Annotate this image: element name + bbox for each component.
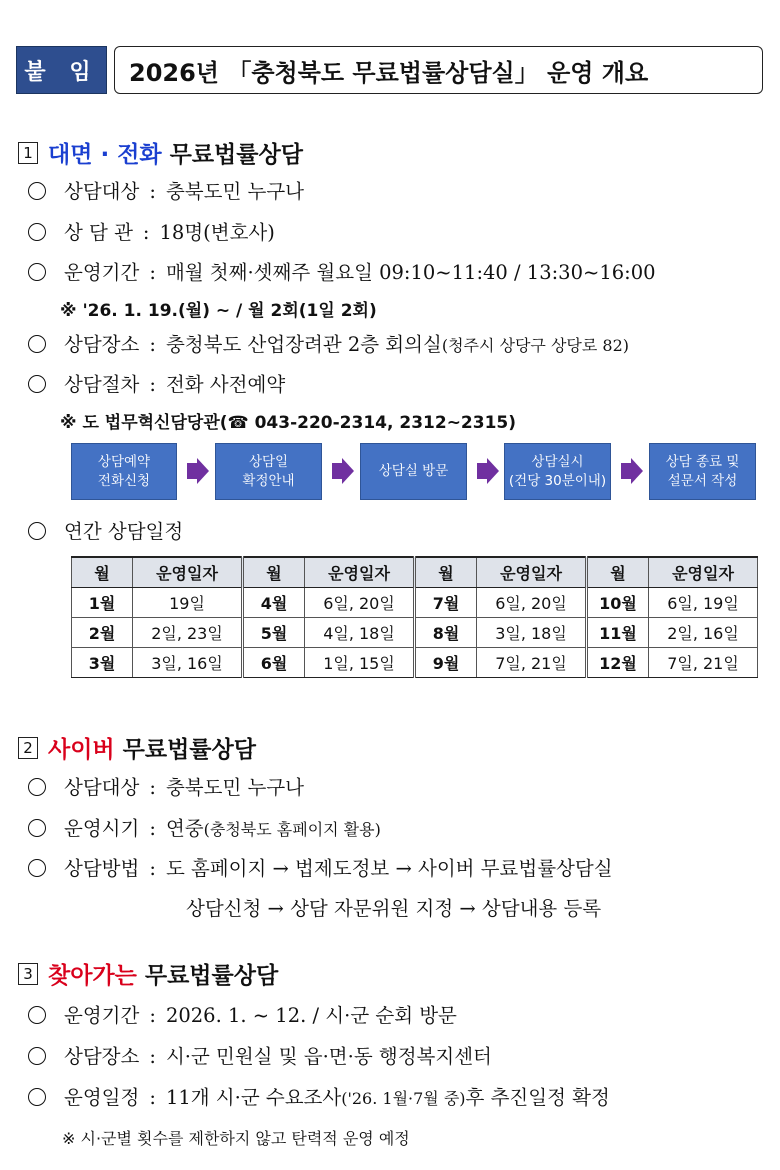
circle-bullet-icon [28,522,46,540]
list-item [28,369,285,397]
section-3-heading [18,957,278,990]
col-header-month: 월 [243,557,305,588]
table-header-row [72,557,758,588]
list-item [28,1041,492,1069]
circle-bullet-icon [28,1088,46,1106]
col-header-month: 월 [587,557,649,588]
item-value: 2026. 1. ~ 12. / 시·군 순회 방문 [165,1004,457,1027]
col-header-month: 월 [72,557,133,588]
days-cell: 2일, 23일 [133,618,243,648]
section-title: 무료법률상담 [169,142,303,168]
section-2-heading [18,731,256,764]
section-title: 무료법률상담 [144,963,279,989]
item-label: 상담대상 [64,776,140,799]
note-flexible: ※ 시·군별 횟수를 제한하지 않고 탄력적 운영 예정 [62,1129,410,1148]
colon: : [149,373,156,396]
colon: : [149,261,156,284]
days-cell: 2일, 16일 [649,618,758,648]
item-value: 시·군 민원실 및 읍·면·동 행정복지센터 [165,1045,492,1068]
circle-bullet-icon [28,819,46,837]
item-label: 상담절차 [64,373,140,396]
days-cell: 3일, 18일 [477,618,587,648]
month-cell: 8월 [415,618,477,648]
item-label: 상담장소 [64,333,140,356]
item-label: 상담방법 [64,857,140,880]
month-cell: 7월 [415,588,477,618]
col-header-days: 운영일자 [649,557,758,588]
item-value: 연중 [165,817,204,840]
days-cell: 6일, 20일 [477,588,587,618]
section-highlight: 사이버 [48,737,115,763]
month-cell: 9월 [415,648,477,678]
list-item [28,772,304,800]
table-row [72,648,758,678]
document-title: 2026년 「충청북도 무료법률상담실」 운영 개요 [114,46,763,94]
month-cell: 5월 [243,618,305,648]
circle-bullet-icon [28,263,46,281]
item-value-detail: (충청북도 홈페이지 활용) [203,820,381,839]
colon: : [149,817,156,840]
table-row [72,618,758,648]
month-cell: 3월 [72,648,133,678]
list-item [28,1000,457,1028]
flow-step-line: (건당 30분이내) [508,472,607,489]
col-header-days: 운영일자 [477,557,587,588]
circle-bullet-icon [28,223,46,241]
flow-step [215,443,322,500]
days-cell: 4일, 18일 [305,618,415,648]
item-label: 운영일정 [64,1086,140,1109]
flow-step-line: 상담예약 [97,453,151,470]
item-value: 매월 첫째·셋째주 월요일 09:10~11:40 / 13:30~16:00 [165,261,656,284]
item-value: 11개 시·군 수요조사 [165,1086,342,1109]
section-1-heading [18,136,303,169]
circle-bullet-icon [28,375,46,393]
note-phone: ※ 도 법무혁신담당관(☎ 043-220-2314, 2312~2315) [60,413,517,433]
item-value-tail: 후 추진일정 확정 [465,1086,610,1109]
days-cell: 19일 [133,588,243,618]
list-item [28,813,381,841]
circle-bullet-icon [28,182,46,200]
item-value-detail: (청주시 상당구 상당로 82) [441,336,630,355]
item-label: 상 담 관 [64,221,133,244]
month-cell: 11월 [587,618,649,648]
flow-step [71,443,177,500]
item-value-detail: ('26. 1월·7월 중) [341,1089,466,1108]
item-label: 운영시기 [64,817,140,840]
section-number: 1 [18,142,38,164]
circle-bullet-icon [28,1006,46,1024]
month-cell: 6월 [243,648,305,678]
col-header-month: 월 [415,557,477,588]
col-header-days: 운영일자 [133,557,243,588]
flow-step-line: 상담실시 [531,453,584,470]
item-value: 전화 사전예약 [165,373,286,396]
item-label: 상담장소 [64,1045,140,1068]
section-highlight: 대면 · 전화 [48,142,162,168]
month-cell: 4월 [243,588,305,618]
month-cell: 1월 [72,588,133,618]
schedule-table [71,556,758,678]
colon: : [149,857,156,880]
flow-step [360,443,467,500]
item-value: 충북도민 누구나 [165,180,304,203]
flow-step-line: 상담 종료 및 [665,453,740,470]
section-number: 3 [18,963,38,985]
days-cell: 3일, 16일 [133,648,243,678]
section-title: 무료법률상담 [122,737,256,763]
colon: : [149,180,156,203]
colon: : [149,776,156,799]
col-header-days: 운영일자 [305,557,415,588]
circle-bullet-icon [28,859,46,877]
item-label: 상담대상 [64,180,140,203]
flow-step-line: 상담일 [248,453,289,470]
colon: : [149,1045,156,1068]
table-row [72,588,758,618]
list-item [28,257,656,285]
days-cell: 6일, 19일 [649,588,758,618]
list-item [28,329,629,357]
list-item [28,1082,610,1110]
circle-bullet-icon [28,778,46,796]
colon: : [149,1004,156,1027]
flow-step-line: 확정안내 [242,472,295,489]
list-item [28,516,183,544]
item-value: 충청북도 산업장려관 2층 회의실 [165,333,442,356]
item-label: 운영기간 [64,261,140,284]
item-value: 충북도민 누구나 [165,776,304,799]
days-cell: 7일, 21일 [649,648,758,678]
item-label: 연간 상담일정 [64,520,184,543]
circle-bullet-icon [28,1047,46,1065]
colon: : [149,1086,156,1109]
list-item [28,217,275,245]
item-value: 18명(변호사) [159,221,275,244]
month-cell: 10월 [587,588,649,618]
section-highlight: 찾아가는 [48,963,137,989]
flow-step [649,443,756,500]
flow-step [504,443,611,500]
item-value: 도 홈페이지 → 법제도정보 → 사이버 무료법률상담실 [165,857,613,880]
section-number: 2 [18,737,38,759]
days-cell: 6일, 20일 [305,588,415,618]
item-label: 운영기간 [64,1004,140,1027]
flow-step-line: 상담실 방문 [378,463,449,479]
month-cell: 12월 [587,648,649,678]
method-continuation: 상담신청 → 상담 자문위원 지정 → 상담내용 등록 [186,897,602,920]
note-period: ※ '26. 1. 19.(월) ~ / 월 2회(1일 2회) [60,301,377,321]
flow-step-line: 설문서 작성 [667,472,738,489]
month-cell: 2월 [72,618,133,648]
days-cell: 1일, 15일 [305,648,415,678]
days-cell: 7일, 21일 [477,648,587,678]
circle-bullet-icon [28,335,46,353]
list-item [28,176,304,204]
list-item [28,853,613,881]
flow-step-line: 전화신청 [97,472,151,489]
colon: : [142,221,150,244]
attachment-tag: 붙 임 [16,46,107,94]
colon: : [149,333,156,356]
